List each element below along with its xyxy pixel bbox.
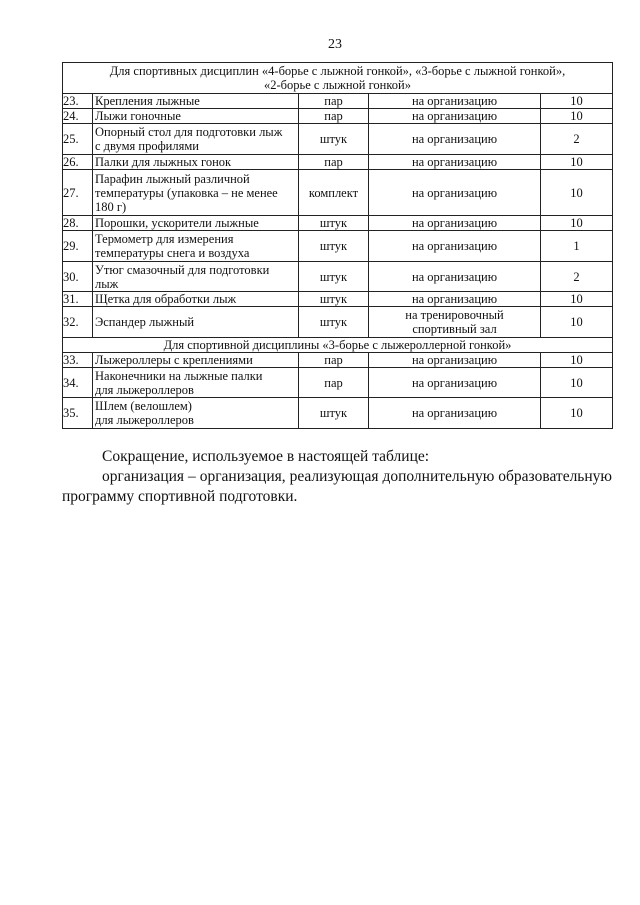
table-row xyxy=(63,307,613,338)
item-name xyxy=(93,368,299,398)
unit: пар xyxy=(299,353,369,368)
text-line: на тренировочный xyxy=(405,308,504,322)
text-line: Термометр для измерения xyxy=(95,232,234,246)
text-line: температуры снега и воздуха xyxy=(95,246,250,260)
item-name xyxy=(93,398,299,429)
row-number: 30. xyxy=(63,262,93,292)
text-line: на организацию xyxy=(411,155,498,169)
section-title xyxy=(63,338,613,353)
table-row xyxy=(63,368,613,398)
table-row xyxy=(63,398,613,429)
notes-heading: Сокращение, используемое в настоящей таблице: xyxy=(102,448,430,465)
text-line: Эспандер лыжный xyxy=(95,315,195,329)
scope xyxy=(369,155,541,170)
unit: штук xyxy=(299,262,369,292)
scope xyxy=(369,216,541,231)
notes-definition: организация – организация, реализующая дополнительную образовательную программу спортивной подготовки. xyxy=(62,468,612,505)
row-number: 31. xyxy=(63,292,93,307)
row-number: 26. xyxy=(63,155,93,170)
table-row xyxy=(63,262,613,292)
scope xyxy=(369,94,541,109)
text-line: на организацию xyxy=(411,94,498,108)
text-line: на организацию xyxy=(411,185,498,200)
item-name xyxy=(93,353,299,368)
text-line: Для спортивных дисциплин «4-борье с лыжной гонкой», «3-борье с лыжной гонкой», xyxy=(109,64,566,78)
unit: пар xyxy=(299,368,369,398)
scope xyxy=(369,353,541,368)
text-line: на организацию xyxy=(411,216,498,230)
item-name xyxy=(93,262,299,292)
row-number: 24. xyxy=(63,109,93,124)
quantity: 10 xyxy=(541,170,613,216)
item-name xyxy=(93,307,299,338)
table-row xyxy=(63,231,613,262)
notes xyxy=(62,447,612,507)
row-number: 29. xyxy=(63,231,93,262)
text-line: на организацию xyxy=(411,292,498,306)
item-name xyxy=(93,231,299,262)
unit: штук xyxy=(299,292,369,307)
scope xyxy=(369,231,541,262)
unit: штук xyxy=(299,231,369,262)
text-line: с двумя профилями xyxy=(95,139,199,153)
text-line: температуры (упаковка – не менее xyxy=(95,185,278,200)
row-number: 27. xyxy=(63,170,93,216)
text-line: на организацию xyxy=(411,109,498,123)
quantity: 10 xyxy=(541,109,613,124)
unit: пар xyxy=(299,94,369,109)
item-name xyxy=(93,155,299,170)
unit: комплект xyxy=(299,170,369,216)
text-line: «2-борье с лыжной гонкой» xyxy=(264,78,411,92)
row-number: 35. xyxy=(63,398,93,429)
quantity: 10 xyxy=(541,353,613,368)
text-line: Опорный стол для подготовки лыж xyxy=(95,125,283,139)
quantity: 10 xyxy=(541,292,613,307)
text-line: спортивный зал xyxy=(412,322,497,336)
quantity: 1 xyxy=(541,231,613,262)
scope xyxy=(369,398,541,429)
scope xyxy=(369,109,541,124)
item-name xyxy=(93,109,299,124)
text-line: Палки для лыжных гонок xyxy=(95,155,232,169)
text-line: Для спортивной дисциплины «3-борье с лыжероллерной гонкой» xyxy=(163,338,512,352)
table-row xyxy=(63,170,613,216)
table-row xyxy=(63,124,613,155)
item-name xyxy=(93,292,299,307)
quantity: 10 xyxy=(541,398,613,429)
row-number: 32. xyxy=(63,307,93,338)
quantity: 10 xyxy=(541,94,613,109)
section-header-row xyxy=(63,338,613,353)
item-name xyxy=(93,94,299,109)
text-line: на организацию xyxy=(411,353,498,367)
table-row xyxy=(63,94,613,109)
text-line: лыж xyxy=(95,276,119,291)
row-number: 34. xyxy=(63,368,93,398)
item-name xyxy=(93,216,299,231)
text-line: Порошки, ускорители лыжные xyxy=(95,216,259,230)
unit: штук xyxy=(299,398,369,429)
quantity: 10 xyxy=(541,307,613,338)
unit: штук xyxy=(299,307,369,338)
page-number: 23 xyxy=(328,37,342,52)
text-line: Крепления лыжные xyxy=(95,94,200,108)
unit: штук xyxy=(299,124,369,155)
text-line: Шлем (велошлем) xyxy=(95,399,192,413)
text-line: на организацию xyxy=(411,132,498,146)
unit: пар xyxy=(299,155,369,170)
quantity: 10 xyxy=(541,368,613,398)
text-line: на организацию xyxy=(411,269,498,284)
row-number: 28. xyxy=(63,216,93,231)
text-line: для лыжероллеров xyxy=(95,413,194,427)
table-row xyxy=(63,292,613,307)
table-row xyxy=(63,155,613,170)
scope xyxy=(369,262,541,292)
section-title xyxy=(63,63,613,94)
text-line: Утюг смазочный для подготовки xyxy=(95,262,270,277)
quantity: 2 xyxy=(541,262,613,292)
unit: пар xyxy=(299,109,369,124)
row-number: 23. xyxy=(63,94,93,109)
scope xyxy=(369,170,541,216)
item-name xyxy=(93,170,299,216)
text-line: для лыжероллеров xyxy=(95,382,194,397)
table-row xyxy=(63,216,613,231)
row-number: 33. xyxy=(63,353,93,368)
table-row xyxy=(63,353,613,368)
text-line: на организацию xyxy=(411,375,498,390)
unit: штук xyxy=(299,216,369,231)
text-line: на организацию xyxy=(411,239,498,253)
text-line: Лыжи гоночные xyxy=(95,109,181,123)
text-line: на организацию xyxy=(411,406,498,420)
text-line: Лыжероллеры с креплениями xyxy=(95,353,253,367)
text-line: Парафин лыжный различной xyxy=(95,171,250,186)
quantity: 10 xyxy=(541,216,613,231)
scope xyxy=(369,307,541,338)
scope xyxy=(369,292,541,307)
quantity: 10 xyxy=(541,155,613,170)
text-line: Наконечники на лыжные палки xyxy=(95,368,263,383)
quantity: 2 xyxy=(541,124,613,155)
text-line: Щетка для обработки лыж xyxy=(95,292,237,306)
scope xyxy=(369,368,541,398)
equipment-table xyxy=(62,62,613,429)
scope xyxy=(369,124,541,155)
text-line: 180 г) xyxy=(95,199,127,214)
row-number: 25. xyxy=(63,124,93,155)
table-row xyxy=(63,109,613,124)
item-name xyxy=(93,124,299,155)
section-header-row xyxy=(63,63,613,94)
